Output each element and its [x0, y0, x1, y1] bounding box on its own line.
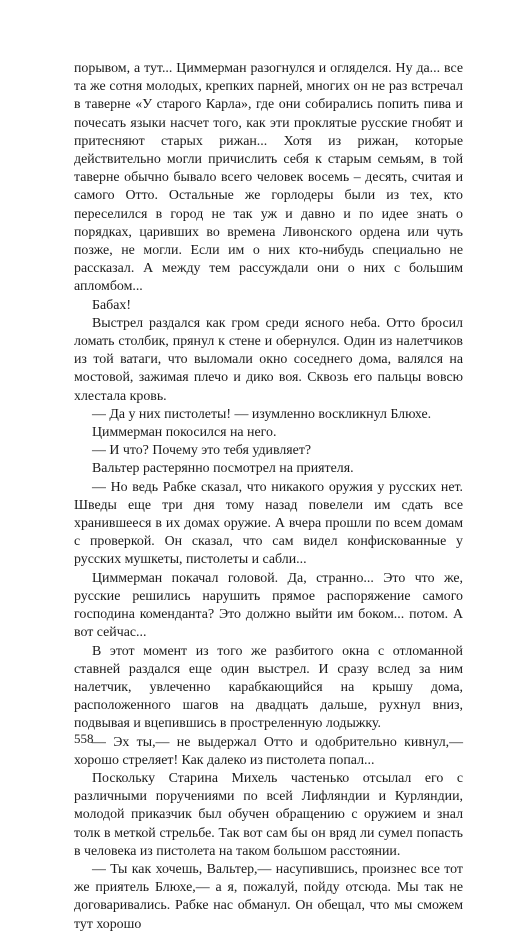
- paragraph: Циммерман покосился на него.: [92, 425, 277, 441]
- page-number: 558: [74, 731, 94, 746]
- paragraph: Выстрел раздался как гром среди ясного неба. Отто бросил ломать столбик, прянул к стене и обернулся. Один из налетчиков из той ватаги, что выломали окно соседнего дома, валялся на мостовой, зажимая плечо и дико воя. Сквозь его пальцы вовсю хлестала кровь.: [74, 315, 463, 404]
- paragraph: Вальтер растерянно посмотрел на приятеля.: [92, 461, 354, 477]
- paragraph: В этот момент из того же разбитого окна с отломанной ставней раздался еще один выстрел. И сразу вслед за ним налетчик, увлеченно карабкающийся на крышу дома, расположенного шагов на двадцать дальше, рухнул вниз, подвывая и вцепившись в простреленную лодыжку.: [74, 643, 463, 732]
- paragraph: порывом, а тут... Циммерман разогнулся и огляделся. Ну да... все та же сотня молодых, крепких парней, многих он не раз встречал в таверне «У старого Карла», где они собирались попить пива и почесать языки насчет того, как эти проклятые русские гнобят и притесняют старых рижан... Хотя из рижан, которые действительно могли причислить себя к старым семьям, в той таверне обычно бывало всего человек восемь – десять, считая и самого Отто. Остальные же горлодеры были из тех, кто переселился в город не так уж и давно и по идее знать о порядках, царивших во времена Ливонского ордена или чуть позже, не могли. Если им о них кто-нибудь специально не рассказал. А между тем рассуждали они о них с большим апломбом...: [74, 61, 463, 295]
- paragraph: Циммерман покачал головой. Да, странно... Это что же, русские решились нарушить прямое распоряжение самого господина коменданта? Это должно выйти им боком... потом. А вот сейчас...: [74, 570, 463, 641]
- paragraph: Бабах!: [92, 297, 131, 313]
- book-page: [74, 60, 463, 934]
- paragraph: — Но ведь Рабке сказал, что никакого оружия у русских нет. Шведы еще три дня тому назад повелели им сдать все хранившееся в их домах оружие. А вчера прошли по всем домам с проверкой. Он сказал, что сам видел конфискованные у русских мушкеты, пистолеты и сабли...: [74, 479, 463, 568]
- paragraph: — И что? Почему это тебя удивляет?: [92, 443, 312, 459]
- paragraph: — Ты как хочешь, Вальтер,— насупившись, произнес все тот же приятель Блюхе,— а я, пожалуй, пойду отсюда. Мы так не договаривались. Рабке нас обманул. Он обещал, что мы сможем тут хорошо: [74, 861, 463, 932]
- paragraph: — Да у них пистолеты! — изумленно воскликнул Блюхе.: [92, 406, 432, 422]
- page-text: [74, 60, 463, 934]
- paragraph: — Эх ты,— не выдержал Отто и одобрительно кивнул,— хорошо стреляет! Как далеко из пистолета попал...: [74, 734, 463, 768]
- paragraph: Поскольку Старина Михель частенько отсылал его с различными поручениями по всей Лифляндии и Курляндии, молодой приказчик был обучен обращению с оружием и знал толк в меткой стрельбе. Так вот сам бы он вряд ли сумел попасть в человека из пистолета на таком большом расстоянии.: [74, 770, 463, 859]
